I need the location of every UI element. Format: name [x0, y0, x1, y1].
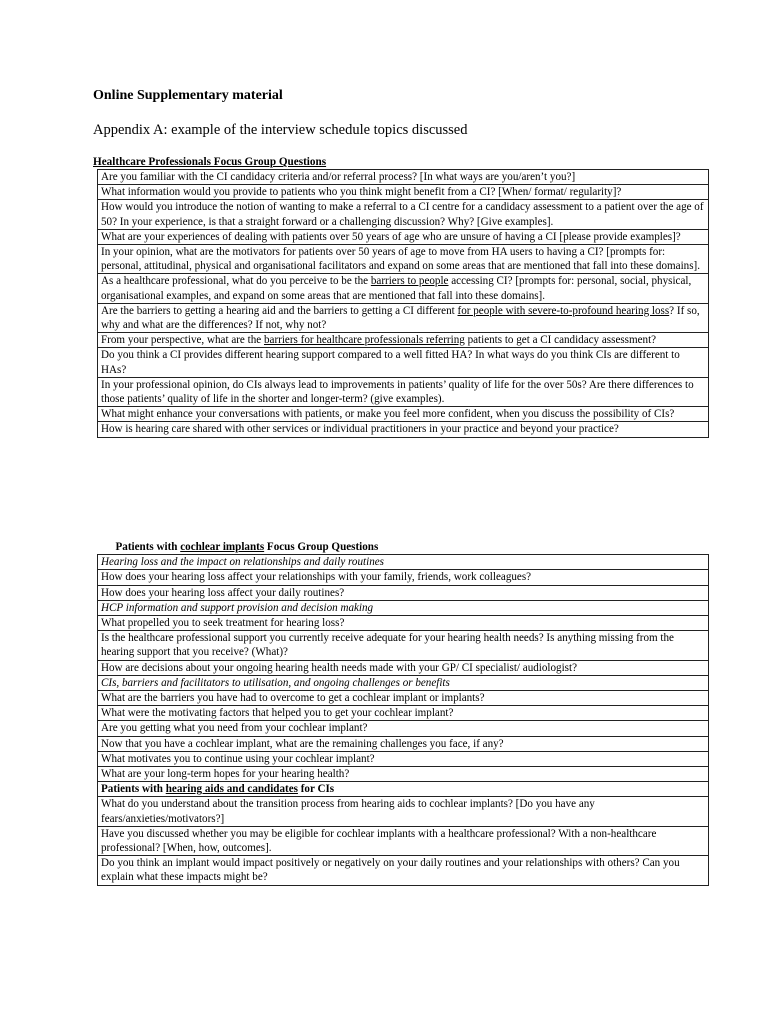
- ha-question-2: Have you discussed whether you may be eligible for cochlear implants with a healthcare professional? With a non-healthcare professional? [When, how, outcomes].: [98, 826, 709, 855]
- ci-question-3: What propelled you to seek treatment for hearing loss?: [98, 616, 709, 631]
- hcp-questions-table: [97, 169, 709, 438]
- table-row: [98, 826, 709, 855]
- question-text: What might enhance your conversations with patients, or make you feel more confident, when you discuss the possibility of CIs?: [101, 408, 675, 421]
- hcp-question-1: [98, 170, 709, 185]
- table-row: [98, 856, 709, 885]
- ci-question-8: Are you getting what you need from your cochlear implant?: [98, 721, 709, 736]
- patient-questions-table: [97, 540, 709, 886]
- table-row: [98, 691, 709, 706]
- question-text: As a healthcare professional, what do you perceive to be the: [101, 275, 371, 288]
- hcp-question-3: [98, 200, 709, 229]
- question-text: Are you familiar with the CI candidacy criteria and/or referral process? [In what ways are you/aren’t you?]: [101, 171, 576, 183]
- ha-question-3: Do you think an implant would impact positively or negatively on your daily routines and your relationships with others? Can you explain what these impacts might be?: [98, 856, 709, 885]
- table-row: [98, 422, 709, 437]
- question-text: How would you introduce the notion of wanting to make a referral to a CI centre for a candidacy assessment to a patient over the age of 50? In your experience, is that a straight forward or a challenging discussion? Why? [Give examples].: [101, 201, 704, 228]
- hcp-question-2: [98, 185, 709, 200]
- ci-question-7: What were the motivating factors that helped you to get your cochlear implant?: [98, 706, 709, 721]
- question-text: patients to get a CI candidacy assessment?: [464, 334, 657, 347]
- ha-title-underlined: hearing aids and candidates: [165, 783, 298, 796]
- table-row: [98, 555, 709, 570]
- appendix-title: Appendix A: example of the interview schedule topics discussed: [93, 122, 468, 138]
- question-text: accessing CI? [prompts for: personal, social, physical, organisational examples, and expand on some areas that are mentioned that fall into these domains].: [101, 275, 692, 302]
- hcp-table-title: Healthcare Professionals Focus Group Questions: [93, 156, 327, 168]
- question-text: Are the barriers to getting a hearing aid and the barriers to getting a CI different: [101, 304, 458, 317]
- table-row: [98, 200, 709, 229]
- underlined-text: for people with severe-to-profound hearing loss: [457, 304, 670, 317]
- table-row: [98, 736, 709, 751]
- hcp-question-12: [98, 422, 709, 437]
- ci-title-post: Focus Group Questions: [264, 541, 379, 553]
- ci-subsection-barriers: CIs, barriers and facilitators to utilisation, and ongoing challenges or benefits: [98, 675, 709, 690]
- table-row: [98, 229, 709, 244]
- ci-question-4: Is the healthcare professional support you currently receive adequate for your hearing health needs? Is anything missing from the hearing support that you receive? (What)?: [98, 631, 709, 660]
- table-row: [98, 675, 709, 690]
- ci-question-6: What are the barriers you have had to overcome to get a cochlear implant or implants?: [98, 691, 709, 706]
- table-row: [98, 245, 709, 274]
- ci-section-title-row: [98, 540, 709, 555]
- ci-subsection-relationships: Hearing loss and the impact on relationships and daily routines: [98, 555, 709, 570]
- table-row: [98, 170, 709, 185]
- hcp-question-6: [98, 274, 709, 303]
- hcp-question-8: [98, 333, 709, 348]
- table-row: [98, 782, 709, 797]
- table-row: [98, 600, 709, 615]
- document-heading: Online Supplementary material: [93, 88, 283, 103]
- ci-question-11: What are your long-term hopes for your hearing health?: [98, 767, 709, 782]
- table-row: [98, 631, 709, 660]
- ci-question-5: How are decisions about your ongoing hearing health needs made with your GP/ CI specialist/ audiologist?: [98, 660, 709, 675]
- table-row: [98, 585, 709, 600]
- question-text: How is hearing care shared with other services or individual practitioners in your practice and beyond your practice?: [101, 423, 619, 436]
- table-row: [98, 660, 709, 675]
- question-text: What are your experiences of dealing with patients over 50 years of age who are unsure of having a CI [please provide examples]?: [101, 230, 681, 243]
- table-row: [98, 767, 709, 782]
- table-row: [98, 185, 709, 200]
- hcp-question-7: [98, 303, 709, 332]
- hcp-question-11: [98, 407, 709, 422]
- hcp-question-9: [98, 348, 709, 377]
- table-row: [98, 303, 709, 332]
- ci-title-pre: Patients with: [115, 541, 181, 553]
- table-row: [98, 706, 709, 721]
- ci-question-10: What motivates you to continue using your cochlear implant?: [98, 751, 709, 766]
- ha-title-pre: Patients with: [101, 783, 166, 796]
- question-text: ? If so, why and what are the differences? If not, why not?: [101, 304, 700, 332]
- ci-question-2: How does your hearing loss affect your daily routines?: [98, 585, 709, 600]
- hcp-question-10: [98, 377, 709, 406]
- ci-question-9: Now that you have a cochlear implant, what are the remaining challenges you face, if any?: [98, 736, 709, 751]
- hcp-question-5: [98, 245, 709, 274]
- table-row: [98, 333, 709, 348]
- table-row: [98, 407, 709, 422]
- ci-question-1: How does your hearing loss affect your relationships with your family, friends, work colleagues?: [98, 570, 709, 585]
- ci-title-underlined: cochlear implants: [180, 541, 265, 553]
- underlined-text: barriers to people: [370, 275, 449, 288]
- question-text: From your perspective, what are the: [101, 334, 264, 347]
- table-row: [98, 751, 709, 766]
- ha-section-title: [98, 782, 709, 797]
- table-row: [98, 348, 709, 377]
- ha-question-1: What do you understand about the transition process from hearing aids to cochlear implants? [Do you have any fears/anxieties/motivators?]: [98, 797, 709, 826]
- question-text: What information would you provide to patients who you think might benefit from a CI? [When/ format/ regularity]?: [101, 186, 622, 199]
- table-row: [98, 797, 709, 826]
- ha-title-post: for CIs: [297, 783, 335, 796]
- hcp-question-4: [98, 229, 709, 244]
- question-text: In your professional opinion, do CIs always lead to improvements in patients’ quality of life for the over 50s? Are there differences to those patients’ quality of life in the shorter and longer-term? (give examples).: [101, 378, 694, 406]
- question-text: In your opinion, what are the motivators for patients over 50 years of age to move from HA users to having a CI? [prompts for: personal, attitudinal, physical and organisational facilitators and expand on some areas that are mentioned that fall into these domains].: [101, 246, 700, 273]
- table-row: [98, 377, 709, 406]
- table-row: [98, 570, 709, 585]
- table-row: [98, 721, 709, 736]
- underlined-text: barriers for healthcare professionals referring: [263, 334, 465, 347]
- table-row: [98, 274, 709, 303]
- ci-subsection-hcp-support: HCP information and support provision and decision making: [98, 600, 709, 615]
- table-row: [98, 616, 709, 631]
- question-text: Do you think a CI provides different hearing support compared to a well fitted HA? In what ways do you think CIs are different to HAs?: [101, 349, 680, 376]
- ci-section-title: [98, 540, 709, 555]
